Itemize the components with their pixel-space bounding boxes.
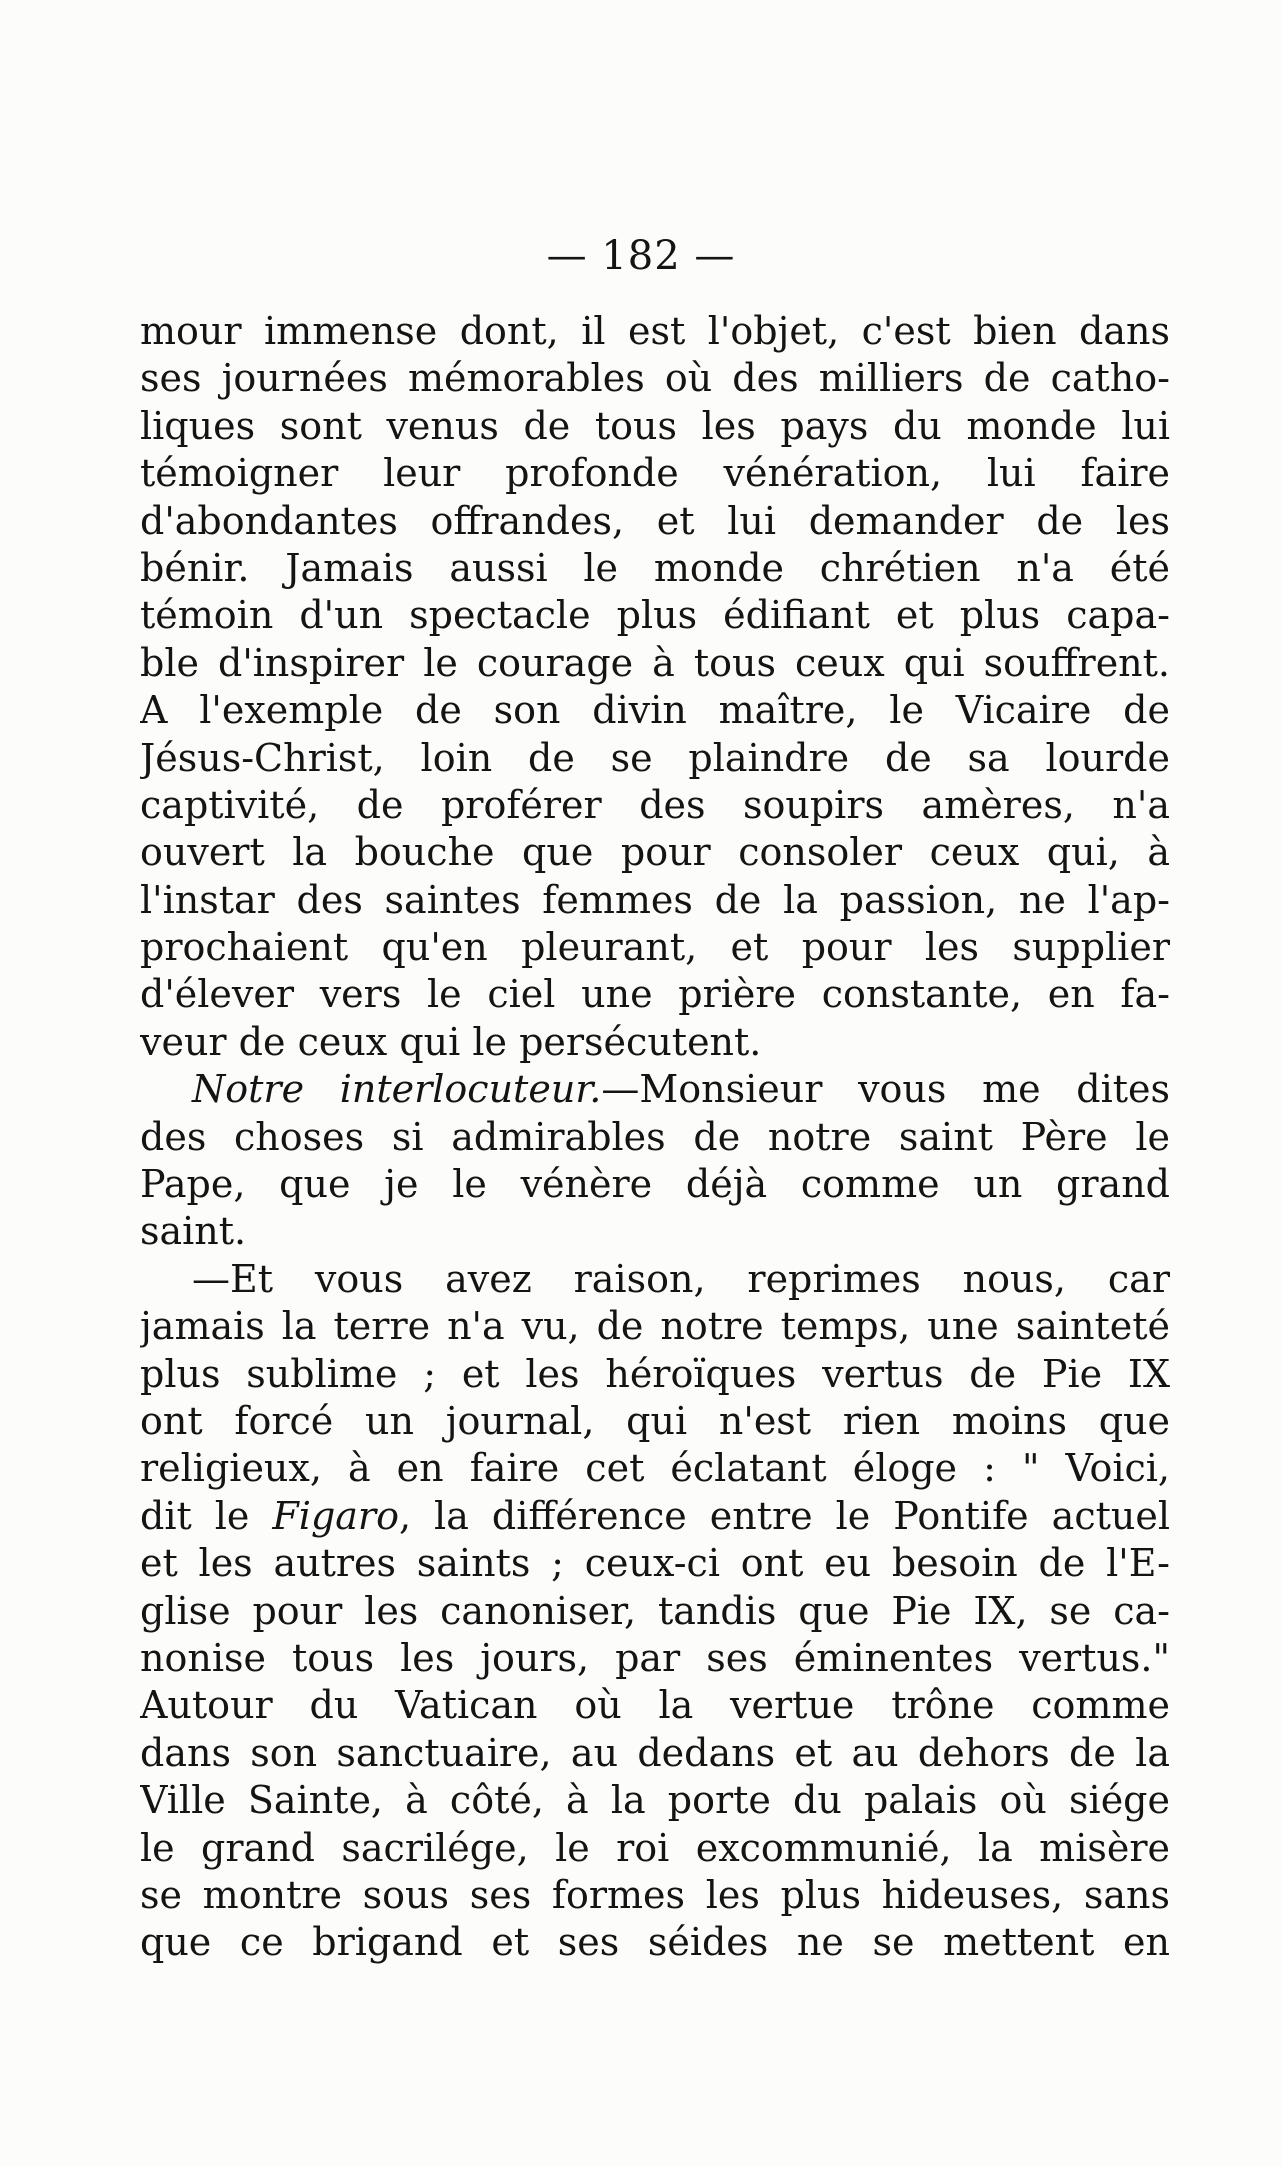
text-line: Notre interlocuteur.—Monsieur vous me dites: [192, 1067, 1170, 1112]
text-line: le grand sacrilége, le roi excommunié, la misère: [140, 1825, 1170, 1870]
text-line: saint.: [140, 1209, 247, 1254]
text-line: témoin d'un spectacle plus édifiant et plus capa-: [140, 593, 1170, 638]
text-line: mour immense dont, il est l'objet, c'est bien dans: [140, 309, 1170, 353]
text-line: témoigner leur profonde vénération, lui faire: [140, 451, 1170, 496]
text-line: Ville Sainte, à côté, à la porte du palais où siége: [140, 1778, 1170, 1823]
text-line: Jésus-Christ, loin de se plaindre de sa lourde: [140, 735, 1170, 780]
text-line: Pape, que je le vénère déjà comme un grand: [140, 1162, 1170, 1207]
text-line: A l'exemple de son divin maître, le Vicaire de: [140, 688, 1170, 733]
text-line: bénir. Jamais aussi le monde chrétien n'a été: [140, 545, 1170, 590]
text-line: d'abondantes offrandes, et lui demander de les: [140, 498, 1170, 543]
text-line: ses journées mémorables où des milliers de catho-: [140, 356, 1170, 401]
text-line: religieux, à en faire cet éclatant éloge : " Voici,: [140, 1446, 1170, 1491]
text-line: veur de ceux qui le persécutent.: [140, 1019, 762, 1064]
text-line: nonise tous les jours, par ses éminentes vertus.": [140, 1635, 1170, 1680]
text-line: glise pour les canoniser, tandis que Pie IX, se ca-: [140, 1588, 1170, 1633]
text-line: prochaient qu'en pleurant, et pour les supplier: [140, 925, 1170, 970]
text-line: que ce brigand et ses séides ne se mettent en: [140, 1920, 1170, 1965]
text-line: jamais la terre n'a vu, de notre temps, une sainteté: [140, 1304, 1170, 1349]
text-line: captivité, de proférer des soupirs amères, n'a: [140, 782, 1170, 827]
text-line: Autour du Vatican où la vertue trône comme: [140, 1683, 1170, 1728]
text-line: ble d'inspirer le courage à tous ceux qui souffrent.: [140, 640, 1170, 685]
text-line: liques sont venus de tous les pays du monde lui: [140, 403, 1170, 448]
text-line: plus sublime ; et les héroïques vertus de Pie IX: [140, 1351, 1170, 1396]
text-line: se montre sous ses formes les plus hideuses, sans: [140, 1872, 1170, 1917]
page-number: — 182 —: [546, 233, 736, 279]
text-line: ont forcé un journal, qui n'est rien moins que: [140, 1398, 1170, 1443]
text-line: ouvert la bouche que pour consoler ceux qui, à: [140, 830, 1170, 875]
text-line: l'instar des saintes femmes de la passion, ne l'ap-: [140, 877, 1170, 922]
text-line: et les autres saints ; ceux-ci ont eu besoin de l'E-: [140, 1541, 1170, 1586]
text-line: dans son sanctuaire, au dedans et au dehors de la: [140, 1730, 1170, 1775]
text-line: —Et vous avez raison, reprimes nous, car: [192, 1256, 1170, 1301]
body-text: [140, 308, 1170, 1967]
text-line: dit le Figaro, la différence entre le Pontife actuel: [140, 1493, 1170, 1538]
speaker-label: Notre interlocuteur.: [192, 1067, 602, 1112]
text-line: des choses si admirables de notre saint Père le: [140, 1114, 1170, 1159]
text-line: d'élever vers le ciel une prière constante, en fa-: [140, 972, 1170, 1017]
newspaper-title: Figaro: [272, 1493, 399, 1538]
